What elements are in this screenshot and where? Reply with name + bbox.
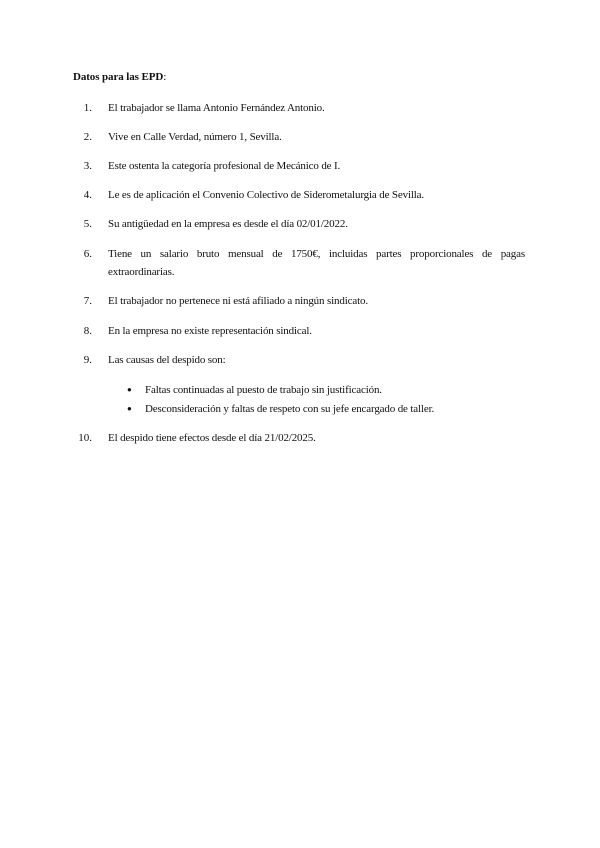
list-item-number: 7.: [83, 295, 92, 307]
list-item-text: En la empresa no existe representación sindical.: [108, 325, 312, 337]
bullet-icon: ●: [127, 404, 132, 413]
list-item-number: 8.: [83, 325, 92, 337]
bullet-item-text: Desconsideración y faltas de respeto con su jefe encargado de taller.: [145, 403, 435, 415]
list-item-number: 1.: [83, 102, 92, 114]
heading-colon: :: [163, 71, 167, 83]
list-item-text: Tiene un salario bruto mensual de 1750€, incluidas partes proporcionales de pagas extraordinarias.: [108, 248, 525, 278]
list-item-text: El trabajador no pertenece ni está afiliado a ningún sindicato.: [108, 295, 368, 307]
list-item-text: Vive en Calle Verdad, número 1, Sevilla.: [108, 131, 282, 143]
list-item-number: 10.: [78, 432, 92, 444]
list-item-text: Este ostenta la categoría profesional de Mecánico de I.: [108, 160, 341, 172]
list-item-number: 5.: [83, 218, 92, 230]
list-item-text: Le es de aplicación el Convenio Colectivo de Siderometalurgia de Sevilla.: [108, 189, 424, 201]
list-item-text: El despido tiene efectos desde el día 21/02/2025.: [108, 432, 316, 444]
bullet-item-text: Faltas continuadas al puesto de trabajo sin justificación.: [145, 384, 382, 396]
list-item-text: Su antigüedad en la empresa es desde el día 02/01/2022.: [108, 218, 348, 230]
list-item-text: El trabajador se llama Antonio Fernández Antonio.: [108, 102, 325, 114]
heading-title: Datos para las EPD: [73, 71, 164, 83]
list-item-number: 3.: [83, 160, 92, 172]
list-item-number: 6.: [83, 248, 92, 260]
list-item-number: 4.: [83, 189, 92, 201]
list-item-text: Las causas del despido son:: [108, 354, 226, 366]
bullet-icon: ●: [127, 385, 132, 394]
list-item-number: 2.: [83, 131, 92, 143]
list-item-number: 9.: [83, 354, 92, 366]
document-heading: [73, 71, 166, 83]
